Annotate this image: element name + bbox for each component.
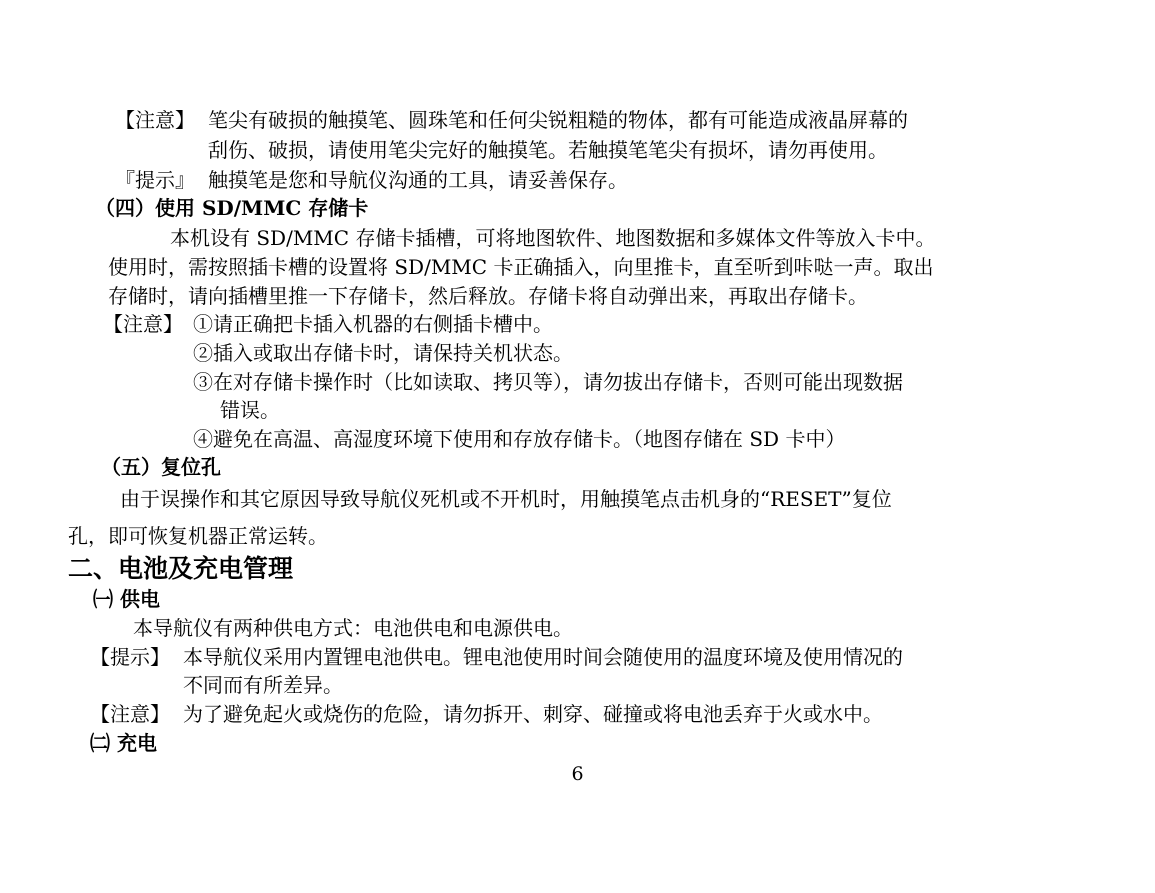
sub-heading-charging: ㈡ 充电 bbox=[90, 731, 157, 755]
tip-text-cont: 不同而有所差异。 bbox=[183, 673, 343, 697]
tip-label: 【提示】 bbox=[90, 645, 170, 669]
section4-note-item: ③在对存储卡操作时（比如读取、拷贝等），请勿拔出存储卡，否则可能出现数据 bbox=[193, 370, 903, 394]
section5-para-line: 孔，即可恢复机器正常运转。 bbox=[68, 524, 328, 548]
section5-heading: （五）复位孔 bbox=[101, 455, 221, 479]
page-number: 6 bbox=[571, 763, 584, 785]
section4-para-line: 本机设有 SD/MMC 存储卡插槽，可将地图软件、地图数据和多媒体文件等放入卡中。 bbox=[170, 226, 936, 250]
sub-heading-power-supply: ㈠ 供电 bbox=[93, 587, 160, 611]
section5-para-line: 由于误操作和其它原因导致导航仪死机或不开机时，用触摸笔点击机身的“RESET”复位 bbox=[120, 487, 892, 511]
note-text: 为了避免起火或烧伤的危险，请勿拆开、刺穿、碰撞或将电池丢弃于火或水中。 bbox=[183, 702, 883, 726]
section4-note-item: ②插入或取出存储卡时，请保持关机状态。 bbox=[193, 341, 573, 365]
power-supply-text: 本导航仪有两种供电方式：电池供电和电源供电。 bbox=[133, 616, 573, 640]
tip-text: 触摸笔是您和导航仪沟通的工具，请妥善保存。 bbox=[208, 168, 628, 192]
chapter-title: 二、电池及充电管理 bbox=[68, 554, 294, 583]
section4-note-item: ①请正确把卡插入机器的右侧插卡槽中。 bbox=[193, 312, 553, 336]
section4-note-label: 【注意】 bbox=[103, 312, 183, 336]
section4-note-item-cont: 错误。 bbox=[220, 398, 280, 422]
section4-para-line: 使用时，需按照插卡槽的设置将 SD/MMC 卡正确插入，向里推卡，直至听到咔哒一声。取出 bbox=[108, 255, 934, 279]
tip-text: 本导航仪采用内置锂电池供电。锂电池使用时间会随使用的温度环境及使用情况的 bbox=[183, 645, 903, 669]
tip-label: 『提示』 bbox=[115, 168, 195, 192]
note-label: 【注意】 bbox=[90, 702, 170, 726]
note-label: 【注意】 bbox=[115, 108, 195, 132]
section4-note-item: ④避免在高温、高湿度环境下使用和存放存储卡。（地图存储在 SD 卡中） bbox=[193, 427, 846, 451]
section4-heading: （四）使用 SD/MMC 存储卡 bbox=[95, 196, 369, 220]
note-text: 笔尖有破损的触摸笔、圆珠笔和任何尖锐粗糙的物体，都有可能造成液晶屏幕的 bbox=[208, 108, 908, 132]
section4-para-line: 存储时，请向插槽里推一下存储卡，然后释放。存储卡将自动弹出来，再取出存储卡。 bbox=[108, 284, 868, 308]
note-text-cont: 刮伤、破损，请使用笔尖完好的触摸笔。若触摸笔笔尖有损坏，请勿再使用。 bbox=[208, 138, 888, 162]
